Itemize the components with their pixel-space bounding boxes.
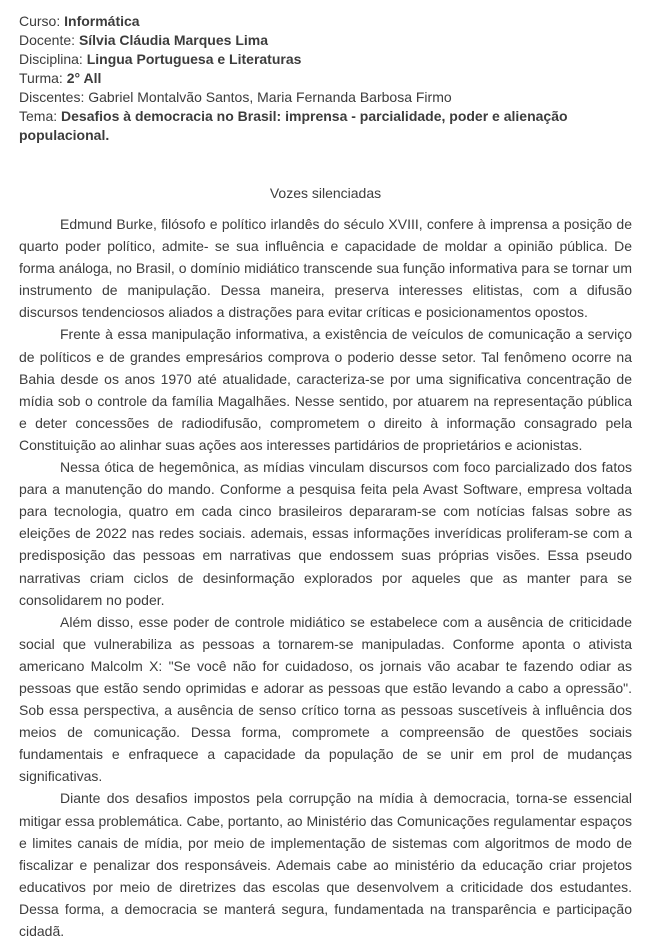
curso-value: Informática: [64, 13, 140, 29]
docente-label: Docente:: [19, 32, 76, 48]
header-row-turma: [19, 69, 632, 88]
turma-label: Turma:: [19, 70, 63, 86]
essay-paragraph-1: Edmund Burke, filósofo e político irlandês do século XVIII, confere à imprensa a posição de quarto poder político, admite- se sua influência e capacidade de moldar a opinião pública. De forma análoga, no Brasil, o domínio midiático transcende sua função informativa para se tornar um instrumento de manipulação. Dessa maneira, preserva interesses elitistas, com a difusão discursos tendenciosos aliados a distrações para evitar críticas e posicionamentos opostos.: [19, 216, 632, 321]
header-row-disciplina: [19, 50, 632, 69]
essay-paragraph-4: Além disso, esse poder de controle midiático se estabelece com a ausência de criticidade social que vulnerabiliza as pessoas a tornarem-se manipuladas. Conforme aponta o ativista americano Malcolm X: "Se você não for cuidadoso, os jornais vão acabar te fazendo odiar as pessoas que estão sendo oprimidas e adorar as pessoas que estão levando a cabo a opressão". Sob essa perspectiva, a ausência de senso crítico torna as pessoas suscetíveis à influência dos meios de comunicação. Dessa forma, compromete a compreensão de questões sociais fundamentais e enfraquece a capacidade da população de se unir em prol de mudanças significativas.: [19, 613, 632, 785]
essay-paragraph-2: Frente à essa manipulação informativa, a existência de veículos de comunicação a serviço de políticos e de grandes empresários comprova o poderio desse setor. Tal fenômeno ocorre na Bahia desde os anos 1970 até atualidade, caracteriza-se por uma significativa concentração de mídia sob o controle da família Magalhães. Nesse sentido, por atuarem na representação pública e deter concessões de radiodifusão, comprometem o direito à informação consagrado pela Constituição ao alinhar suas ações aos interesses partidários de proprietários e acionistas.: [19, 326, 632, 453]
tema-label: Tema:: [19, 108, 58, 124]
tema-value: Desafios à democracia no Brasil: imprensa - parcialidade, poder e alienação populacional.: [19, 108, 568, 143]
curso-label: Curso:: [19, 13, 61, 29]
docente-value: Sílvia Cláudia Marques Lima: [78, 32, 268, 48]
header-row-curso: [19, 12, 632, 31]
header-row-tema: [19, 107, 632, 145]
document-header: [19, 12, 632, 145]
disciplina-value: Lingua Portuguesa e Literaturas: [86, 51, 302, 67]
header-row-discentes: [19, 88, 632, 107]
essay-title: Vozes silenciadas: [269, 185, 382, 201]
essay-body: [19, 213, 632, 942]
essay-paragraph-5: Diante dos desafios impostos pela corrupção na mídia à democracia, torna-se essencial mitigar essa problemática. Cabe, portanto, ao Ministério das Comunicações regulamentar espaços e limites canais de mídia, por meio de implementação de sistemas com algoritmos de modo de fiscalizar e penalizar dos responsáveis. Ademais cabe ao ministério da educação criar projetos educativos por meio de diretrizes das escolas que desenvolvem a criticidade dos estudantes. Dessa forma, a democracia se manterá segura, fundamentada na transparência e participação cidadã.: [19, 790, 632, 939]
header-row-docente: [19, 31, 632, 50]
turma-value: 2° All: [66, 70, 102, 86]
disciplina-label: Disciplina:: [19, 51, 83, 67]
discentes-label: Discentes:: [19, 89, 85, 105]
essay-paragraph-3: Nessa ótica de hegemônica, as mídias vinculam discursos com foco parcializado dos fatos para a manutenção do mando. Conforme a pesquisa feita pela Avast Software, empresa voltada para tecnologia, quatro em cada cinco brasileiros depararam-se com notícias falsas sobre as eleições de 2022 nas redes sociais. ademais, essas informações inverídicas proliferam-se com a predisposição das pessoas em narrativas que endossem suas próprias visões. Essa pseudo narrativas criam ciclos de desinformação explorados por aqueles que as manter para se consolidarem no poder.: [19, 459, 632, 608]
discentes-value: Gabriel Montalvão Santos, Maria Fernanda Barbosa Firmo: [88, 89, 452, 105]
